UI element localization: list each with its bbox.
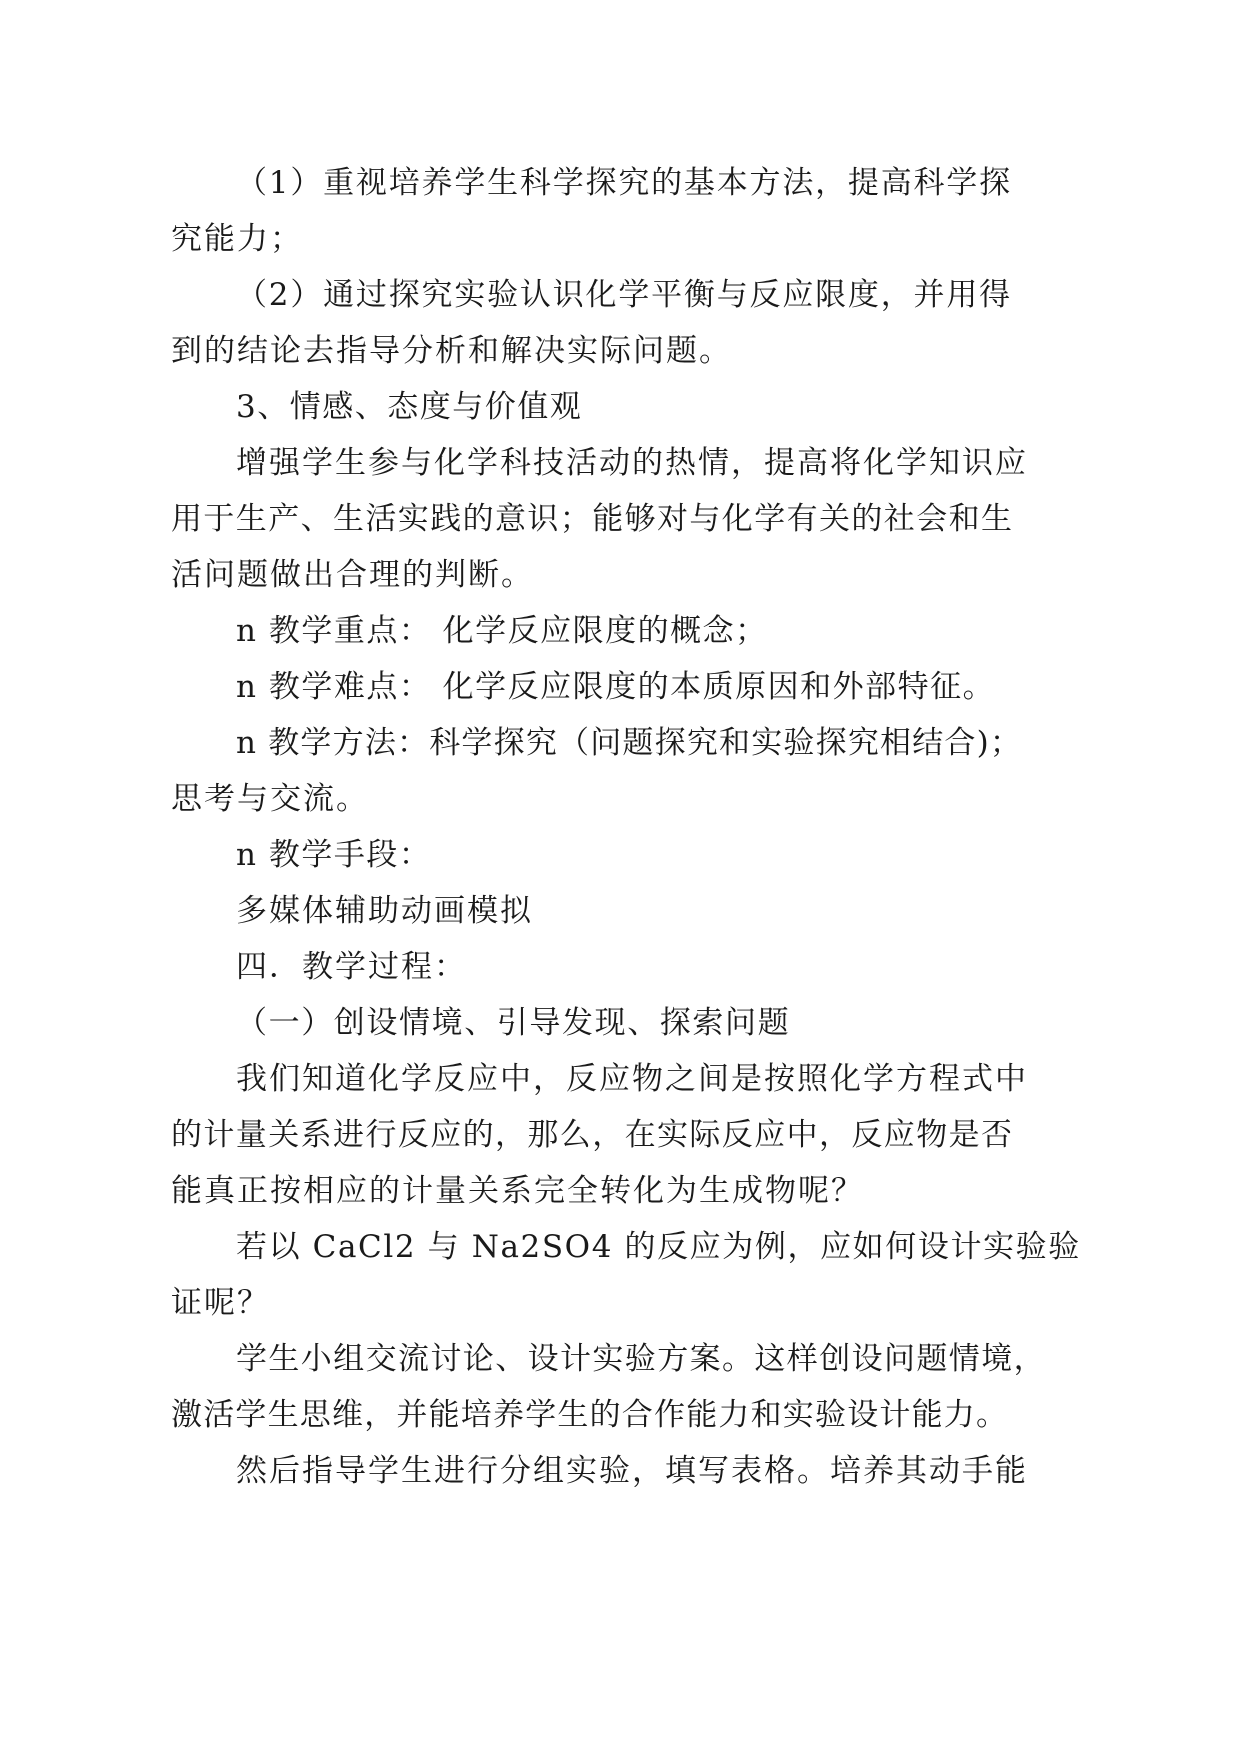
text-line-2: 究能力； [171, 221, 303, 257]
text-line-14: 多媒体辅助动画模拟 [236, 893, 533, 929]
text-line-3: （2）通过探究实验认识化学平衡与反应限度，并用得 [236, 277, 1012, 313]
section-heading-process: 四．教学过程： [236, 949, 467, 985]
teaching-method: n 教学方法：科学探究（问题探究和实验探究相结合)； [236, 725, 1023, 761]
text-line-22: 学生小组交流讨论、设计实验方案。这样创设问题情境， [236, 1341, 1046, 1377]
text-line-1: （1）重视培养学生科学探究的基本方法，提高科学探 [236, 165, 1012, 201]
text-line-18: 的计量关系进行反应的，那么，在实际反应中，反应物是否 [171, 1117, 1014, 1153]
text-line-6: 增强学生参与化学科技活动的热情，提高将化学知识应 [236, 445, 1028, 481]
text-line-8: 活问题做出合理的判断。 [171, 557, 534, 593]
teaching-difficulty: n 教学难点： 化学反应限度的本质原因和外部特征。 [236, 669, 996, 705]
text-line-24: 然后指导学生进行分组实验，填写表格。培养其动手能 [236, 1453, 1028, 1489]
teaching-means: n 教学手段： [236, 837, 432, 873]
text-line-7: 用于生产、生活实践的意识；能够对与化学有关的社会和生 [171, 501, 1014, 537]
text-line-19: 能真正按相应的计量关系完全转化为生成物呢？ [171, 1173, 864, 1209]
text-line-12: 思考与交流。 [171, 781, 369, 817]
teaching-key-point: n 教学重点： 化学反应限度的概念； [236, 613, 768, 649]
text-line-4: 到的结论去指导分析和解决实际问题。 [171, 333, 732, 369]
text-line-21: 证呢？ [171, 1285, 270, 1321]
section-heading-values: 3、情感、态度与价值观 [236, 389, 583, 425]
text-line-23: 激活学生思维，并能培养学生的合作能力和实验设计能力。 [171, 1397, 1009, 1433]
subsection-heading: （一）创设情境、引导发现、探索问题 [236, 1005, 791, 1041]
text-line-20: 若以 CaCl2 与 Na2SO4 的反应为例，应如何设计实验验 [236, 1229, 1081, 1265]
text-line-17: 我们知道化学反应中，反应物之间是按照化学方程式中 [236, 1061, 1028, 1097]
